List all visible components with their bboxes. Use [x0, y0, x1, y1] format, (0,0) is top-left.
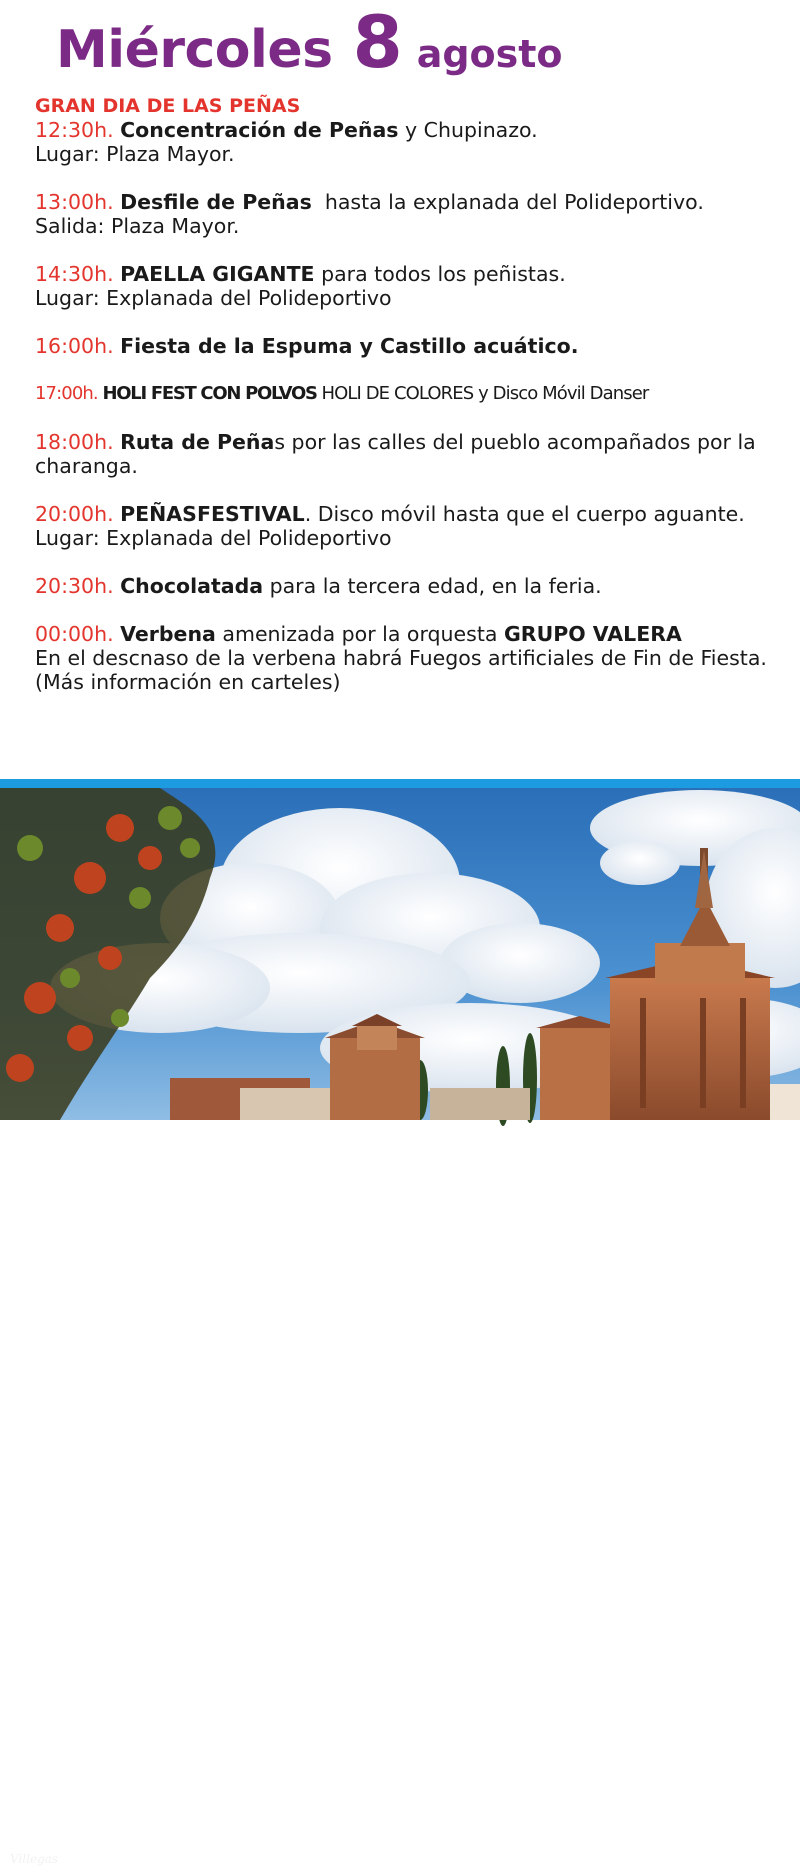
event-title: PAELLA GIGANTE [120, 262, 315, 286]
event-item [35, 190, 775, 238]
event-time: 14:30h. [35, 262, 114, 286]
event-title: PEÑASFESTIVAL [120, 502, 305, 526]
event-time: 12:30h. [35, 118, 114, 142]
event-text: amenizada por la orquesta [215, 622, 504, 646]
event-item [35, 622, 775, 694]
title-day-number: 8 [352, 0, 403, 84]
title-day: Miércoles [56, 20, 333, 80]
event-time: 00:00h. [35, 622, 114, 646]
event-location: Lugar: Plaza Mayor. [35, 142, 235, 166]
title-month: agosto [416, 32, 563, 76]
event-title: Verbena [120, 622, 216, 646]
event-time: 20:00h. [35, 502, 114, 526]
event-item [35, 502, 775, 550]
event-item [35, 574, 775, 598]
event-item [35, 382, 775, 406]
event-more-info: (Más información en carteles) [35, 670, 341, 694]
event-title: Fiesta de la Espuma y Castillo acuático. [120, 334, 579, 358]
event-title: Ruta de Peña [120, 430, 275, 454]
event-time: 16:00h. [35, 334, 114, 358]
program-heading: GRAN DIA DE LAS PEÑAS [35, 95, 301, 117]
blue-divider [0, 779, 800, 788]
event-time: 20:30h. [35, 574, 114, 598]
event-text: . Disco móvil hasta que el cuerpo aguante. [304, 502, 745, 526]
event-text: HOLI DE COLORES y Disco Móvil Danser [316, 383, 649, 404]
event-title-band: GRUPO VALERA [503, 622, 682, 646]
event-item [35, 430, 775, 478]
event-time: 17:00h. [35, 383, 98, 404]
event-time: 18:00h. [35, 430, 114, 454]
event-location: Lugar: Explanada del Polideportivo [35, 286, 392, 310]
town-photo [0, 788, 800, 1866]
event-title: Chocolatada [120, 574, 264, 598]
event-title: Desfile de Peñas [120, 190, 312, 214]
event-note: En el descnaso de la verbena habrá Fuegos artificiales de Fin de Fiesta. [35, 646, 767, 670]
event-text: para todos los peñistas. [314, 262, 566, 286]
photo-credit: Villegas [10, 1852, 59, 1866]
event-location: Salida: Plaza Mayor. [35, 214, 240, 238]
event-title: Concentración de Peñas [120, 118, 399, 142]
event-item [35, 118, 775, 166]
program-list [35, 94, 775, 718]
event-text: hasta la explanada del Polideportivo. [311, 190, 704, 214]
page-title [56, 0, 563, 84]
event-item [35, 334, 775, 358]
event-time: 13:00h. [35, 190, 114, 214]
event-location: Lugar: Explanada del Polideportivo [35, 526, 392, 550]
event-text: s por las calles del pueblo acompañados por la charanga. [35, 430, 756, 478]
event-text: para la tercera edad, en la feria. [263, 574, 602, 598]
event-item [35, 262, 775, 310]
event-title: HOLI FEST CON POLVOS [102, 383, 317, 404]
town-photo-illustration [0, 788, 800, 1120]
event-text: y Chupinazo. [398, 118, 538, 142]
